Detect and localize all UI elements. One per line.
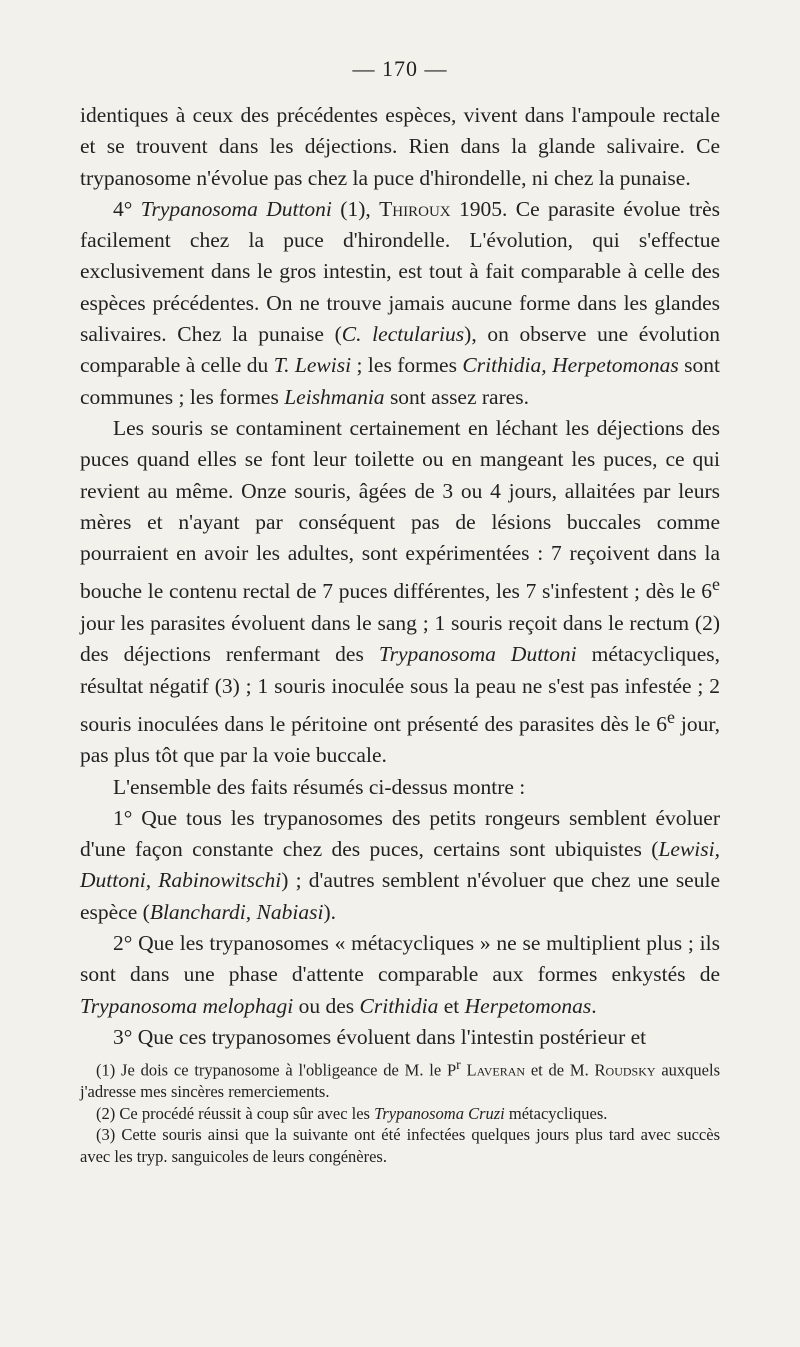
paragraph-6: 2° Que les trypanosomes « métacycliques » ne se multiplient plus ; ils sont dans une phase d'attente comparable aux formes enkystés de Trypanosoma melophagi ou des Crithidia et Herpetomonas. (80, 931, 720, 1018)
author-name: Laveran (466, 1060, 526, 1080)
host-name: C. lectularius (341, 322, 465, 347)
form-names: Crithidia, Herpetomonas (462, 353, 679, 378)
main-text (80, 100, 720, 1053)
species-list: Blanchardi, Nabiasi (149, 899, 324, 924)
footnote-1: (1) Je dois ce trypanosome à l'obligeance de M. le $P^r$ Laveran et de M. Roudsky auxquels j'adresse mes sincères remerciements. (80, 1057, 720, 1101)
genus-name: Herpetomonas (464, 993, 592, 1018)
author-name: Roudsky (594, 1060, 656, 1080)
species-list: Lewisi, Duttoni, Rabinowitschi (80, 837, 720, 893)
species-name: Trypanosoma melophagi (80, 993, 294, 1018)
paragraph-3: Les souris se contaminent certainement en léchant les déjections des puces quand elles se font leur toilette ou en mangeant les puces, ce qui revient au même. Onze souris, âgées de 3 ou 4 jours, allaitées par leurs mères et n'ayant par conséquent pas de lésions buccales comme pourraient en avoir les adultes, sont expérimentées : 7 reçoivent dans la bouche le contenu rectal de 7 puces différentes, les 7 s'infestent ; dès le 6e jour les parasites évoluent dans le sang ; 1 souris reçoit dans le rectum (2) des déjections renfermant des Trypanosoma Duttoni métacycliques, résultat négatif (3) ; 1 souris inoculée sous la peau ne s'est pas infestée ; 2 souris inoculées dans le péritoine ont présenté des parasites dès le 6e jour, pas plus tôt que par la voie buccale. (80, 415, 721, 768)
species-name: Trypanosoma Duttoni (140, 196, 332, 221)
paragraph-2: 4° Trypanosoma Duttoni (1), Thiroux 1905. Ce parasite évolue très facilement chez la puce d'hirondelle. L'évolution, qui s'effectue exclusivement dans le gros intestin, est tout à fait comparable à celle des espèces précédentes. On ne trouve jamais aucune forme dans les glandes salivaires. Chez la punaise (C. lectularius), on observe une évolution comparable à celle du T. Lewisi ; les formes Crithidia, Herpetomonas sont communes ; les formes Leishmania sont assez rares. (80, 196, 720, 409)
species-name: Trypanosoma Duttoni (378, 642, 577, 667)
paragraph-5: 1° Que tous les trypanosomes des petits rongeurs semblent évoluer d'une façon constante chez des puces, certains sont ubiquistes (Lewisi, Duttoni, Rabinowitschi) ; d'autres semblent n'évoluer que chez une seule espèce (Blanchardi, Nabiasi). (80, 805, 720, 924)
footnote-3: (3) Cette souris ainsi que la suivante ont été infectées quelques jours plus tard avec succès avec les tryp. sanguicoles de leurs congénères. (80, 1125, 720, 1166)
paragraph-7: 3° Que ces trypanosomes évoluent dans l'intestin postérieur et (113, 1024, 647, 1049)
paragraph-1: identiques à ceux des précédentes espèces, vivent dans l'ampoule rectale et se trouvent dans les déjections. Rien dans la glande salivaire. Ce trypanosome n'évolue pas chez la puce d'hirondelle, ni chez la punaise. (80, 103, 720, 190)
genus-name: Crithidia (359, 993, 439, 1018)
author-name: Thiroux (379, 196, 451, 221)
paragraph-4: L'ensemble des faits résumés ci-dessus montre : (113, 774, 526, 799)
species-name: T. Lewisi (273, 353, 352, 378)
form-name: Leishmania (284, 384, 385, 409)
species-name: Trypanosoma Cruzi (374, 1103, 505, 1123)
footnote-2: (2) Ce procédé réussit à coup sûr avec les Trypanosoma Cruzi métacycliques. (96, 1103, 608, 1123)
page-number: — 170 — (352, 56, 448, 81)
item-number: 4° (113, 196, 133, 221)
footnotes (80, 1054, 720, 1167)
